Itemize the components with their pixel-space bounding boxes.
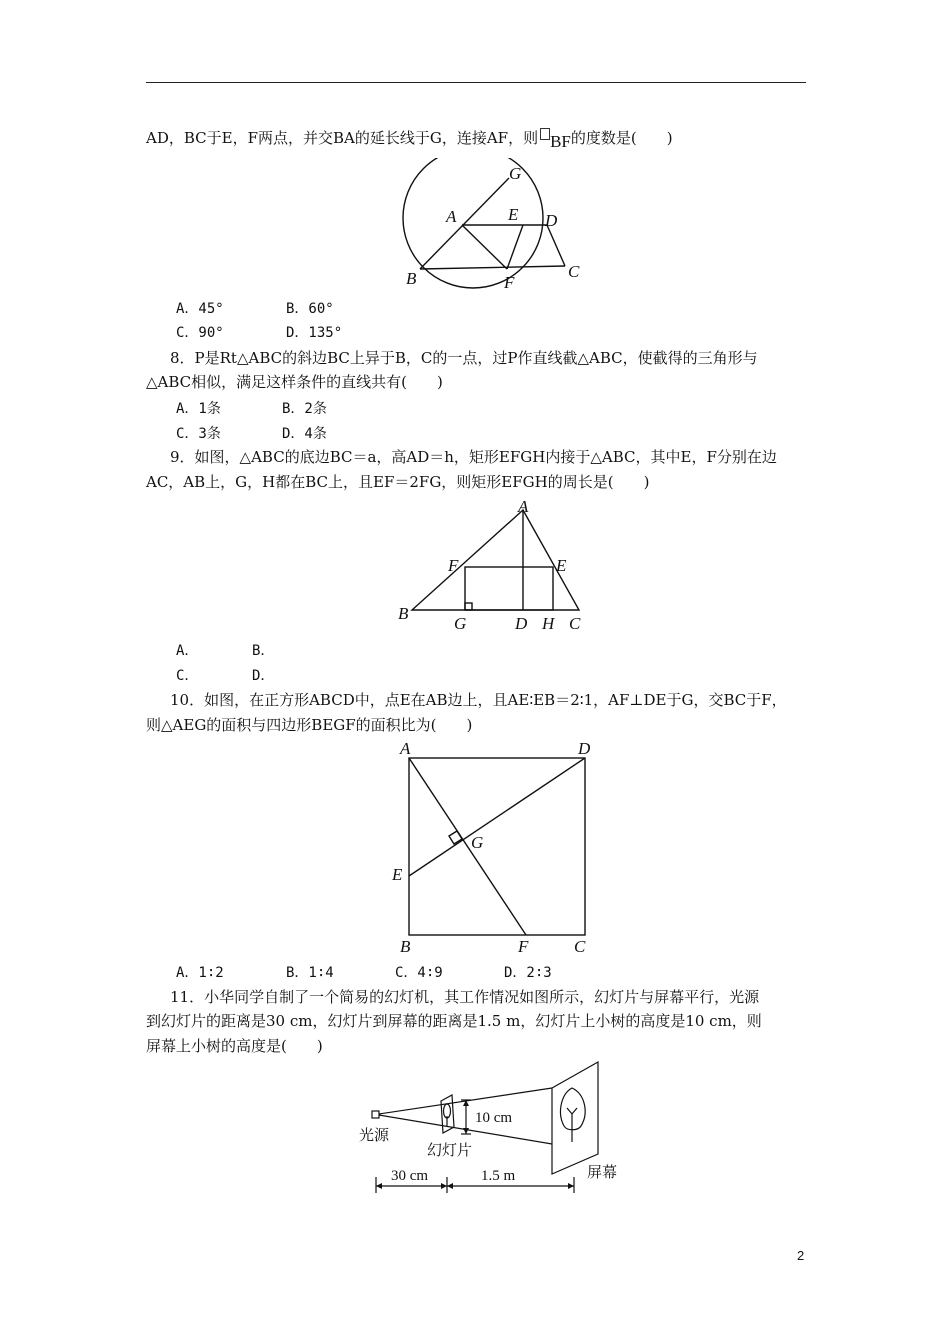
- q10-label-f: F: [518, 937, 529, 956]
- q9-label-c: C: [569, 614, 581, 633]
- q7-text: [146, 128, 673, 151]
- q7-label-f: F: [504, 273, 515, 292]
- q7-label-e: E: [508, 205, 519, 224]
- q10-label-d: D: [578, 739, 591, 758]
- q7-line-fe: [507, 225, 523, 269]
- q11-label-30cm: 30 cm: [391, 1168, 429, 1184]
- q7-option-b: B．60°: [286, 301, 334, 317]
- q9-line2: AC，AB上，G，H都在BC上，且EF＝2FG，则矩形EFGH的周长是( ): [146, 473, 650, 491]
- q9-option-d: D．: [252, 668, 275, 684]
- q10-line-af: [409, 758, 526, 935]
- q11-label-slide: 幻灯片: [427, 1141, 473, 1159]
- q9-right-angle: [465, 603, 472, 610]
- q9-triangle: [412, 510, 579, 610]
- q7-line-dc: [547, 225, 565, 266]
- q8-option-a: A．1条: [176, 401, 221, 417]
- q10-option-c: C．4∶9: [395, 965, 443, 981]
- q9-rectangle-efgh: [465, 567, 553, 610]
- q11-label-1-5m: 1.5 m: [481, 1168, 516, 1184]
- q7-line-bc: [420, 266, 565, 269]
- q7-label-g: G: [509, 164, 522, 183]
- q9-label-f: F: [448, 556, 459, 575]
- q8-option-b: B．2条: [282, 401, 327, 417]
- q10-square: [409, 758, 585, 935]
- q10-line-ed: [409, 758, 585, 876]
- q11-label-10cm: 10 cm: [475, 1110, 513, 1126]
- q10-option-a: A．1∶2: [176, 965, 224, 981]
- q11-figure: [355, 1058, 645, 1200]
- q9-label-g: G: [454, 614, 467, 633]
- q10-label-g: G: [471, 833, 484, 852]
- q10-label-a: A: [400, 739, 411, 758]
- q10-label-b: B: [400, 937, 411, 956]
- page-number: 2: [797, 1248, 805, 1263]
- q11-line3: 屏幕上小树的高度是( ): [146, 1037, 323, 1055]
- q10-line2: 则△AEG的面积与四边形BEGF的面积比为( ): [146, 716, 473, 734]
- q7-line1: AD，BC于E，F两点，并交BA的延长线于G，连接AF，则: [146, 129, 539, 147]
- q11-screen-tree-branch: [567, 1108, 577, 1114]
- q10-figure: [388, 736, 598, 958]
- q10-option-b: B．1∶4: [286, 965, 334, 981]
- q7-option-c: C．90°: [176, 325, 224, 341]
- q9-label-d: D: [515, 614, 528, 633]
- q7-label-c: C: [568, 262, 580, 281]
- header-rule: [146, 82, 806, 83]
- q11-line2: 到幻灯片的距离是30 cm，幻灯片到屏幕的距离是1.5 m，幻灯片上小树的高度是10 cm，则: [146, 1012, 762, 1030]
- q8-line1: 8．P是Rt△ABC的斜边BC上异于B，C的一点，过P作直线截△ABC，使截得的三角形与: [170, 349, 758, 367]
- q8-line2: △ABC相似，满足这样条件的直线共有( ): [146, 373, 443, 391]
- q7-line-bg: [420, 178, 509, 269]
- screen-icon: [552, 1062, 598, 1174]
- q7-label-a: A: [446, 207, 457, 226]
- q7-option-a: A．45°: [176, 301, 224, 317]
- q7-option-d: D．135°: [286, 325, 343, 341]
- q7-label-d: D: [545, 211, 558, 230]
- q9-figure: [390, 496, 600, 636]
- light-source-icon: [372, 1111, 379, 1118]
- q9-option-c: C．: [176, 668, 199, 684]
- q10-line1: 10．如图，在正方形ABCD中，点E在AB边上，且AE∶EB＝2∶1，AF⊥DE于G，交BC于F，: [170, 691, 787, 709]
- q11-screen-tree-crown: [561, 1088, 586, 1130]
- q9-label-e: E: [556, 556, 567, 575]
- q7-line-af: [462, 225, 507, 269]
- arc-icon: [540, 128, 550, 140]
- q10-option-d: D．2∶3: [504, 965, 552, 981]
- q8-option-d: D．4条: [282, 426, 327, 442]
- q11-label-light: 光源: [359, 1126, 390, 1144]
- q9-option-a: A．: [176, 643, 199, 659]
- q8-option-c: C．3条: [176, 426, 221, 442]
- q9-label-a: A: [518, 497, 529, 516]
- q10-label-c: C: [574, 937, 586, 956]
- q7-line1-end: 的度数是( ): [570, 129, 673, 147]
- q11-label-screen: 屏幕: [587, 1163, 618, 1181]
- q10-label-e: E: [392, 865, 403, 884]
- q7-arc-label: BF: [550, 132, 571, 151]
- q9-label-h: H: [542, 614, 555, 633]
- q11-line1: 11．小华同学自制了一个简易的幻灯机，其工作情况如图所示，幻灯片与屏幕平行，光源: [170, 988, 760, 1006]
- q11-slide-tree-crown: [444, 1104, 451, 1118]
- q7-label-b: B: [406, 269, 417, 288]
- q7-figure: [390, 158, 600, 296]
- q9-line1: 9．如图，△ABC的底边BC＝a，高AD＝h，矩形EFGH内接于△ABC，其中E，F分别在边: [170, 448, 777, 466]
- q9-label-b: B: [398, 604, 409, 623]
- q9-option-b: B．: [252, 643, 275, 659]
